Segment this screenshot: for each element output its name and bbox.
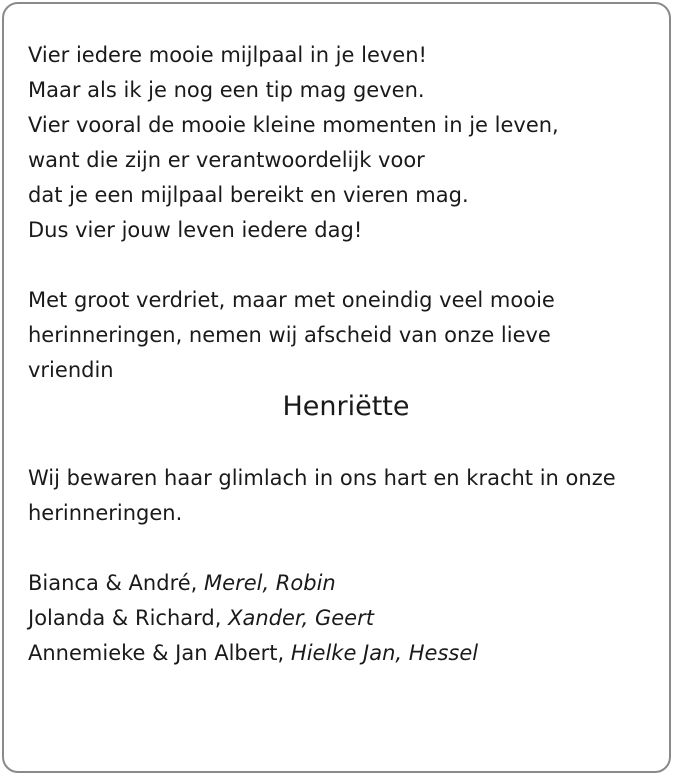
poem-line: Dus vier jouw leven iedere dag! [28,218,363,242]
deceased-name: Henriëtte [282,391,410,422]
signatory-children: Xander, Geert [228,606,374,630]
signatory-children: Merel, Robin [204,571,336,595]
signatory-parents: Bianca & André, [28,571,198,595]
closing-line: herinneringen. [28,501,183,525]
poem-line: Maar als ik je nog een tip mag geven. [28,78,425,102]
notice-card [2,2,671,773]
announcement-line: herinneringen, nemen wij afscheid van onze lieve [28,323,551,347]
poem-line: Vier iedere mooie mijlpaal in je leven! [28,43,427,67]
poem-line: dat je een mijlpaal bereikt en vieren mag. [28,183,469,207]
announcement [28,283,664,388]
closing-line: Wij bewaren haar glimlach in ons hart en kracht in onze [28,466,616,490]
poem-line: Vier vooral de mooie kleine momenten in je leven, [28,113,559,137]
poem-line: want die zijn er verantwoordelijk voor [28,148,425,172]
signatory-parents: Jolanda & Richard, [28,606,222,630]
closing [28,461,664,531]
signatory-line [28,601,664,636]
spacer [28,426,664,461]
signatory-line [28,636,664,671]
signatory-children: Hielke Jan, Hessel [290,641,479,665]
announcement-line: vriendin [28,358,114,382]
signatory-line [28,566,664,601]
poem [28,38,664,248]
signatories [28,566,664,671]
spacer [28,531,664,566]
announcement-line: Met groot verdriet, maar met oneindig veel mooie [28,288,555,312]
spacer [28,248,664,283]
notice-content [28,38,664,671]
signatory-parents: Annemieke & Jan Albert, [28,641,285,665]
